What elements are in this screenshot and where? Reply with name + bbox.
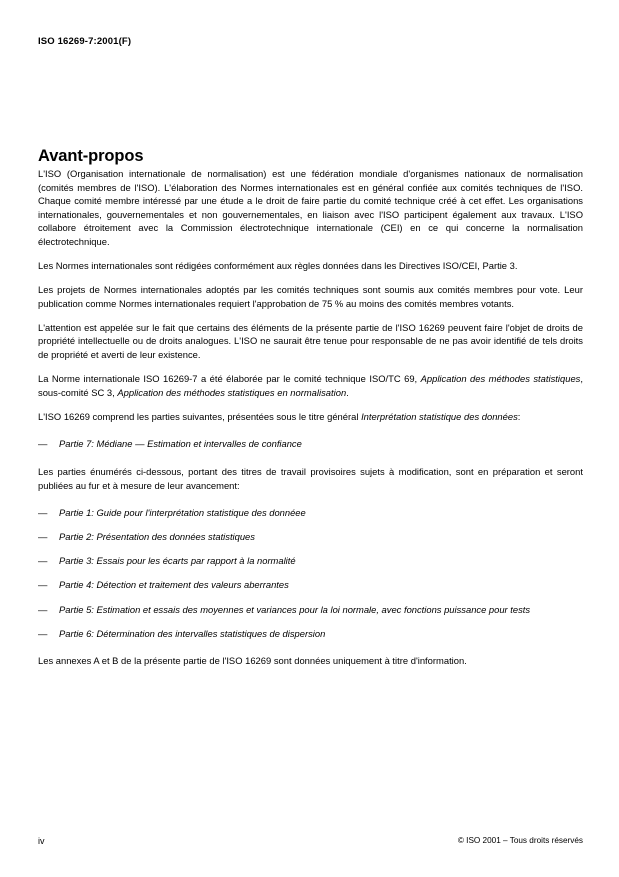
list-item-label: Partie 1: Guide pour l'interprétation statistique des donnéee: [59, 507, 306, 519]
list-item-label: Partie 6: Détermination des intervalles statistiques de dispersion: [59, 627, 326, 639]
paragraph-patent-rights: L'attention est appelée sur le fait que certains des éléments de la présente partie de l'ISO 16269 peuvent faire l'objet de droits de propriété intellectuelle ou de droits analogues. L'ISO ne saurait être tenue pour responsable de ne pas avoir identifié de tels droits de propriété et averti de leur existence.: [38, 321, 583, 361]
em-dash-bullet-icon: —: [38, 507, 48, 519]
paragraph-upcoming-intro: Les parties énumérés ci-dessous, portant des titres de travail provisoires sujets à modification, sont en préparation et seront publiées au fur et à mesure de leur avancement:: [38, 466, 583, 491]
list-item-part-1: [38, 506, 583, 520]
list-item-part-2: [38, 530, 583, 544]
committee-origin-text-2: , sous-comité SC 3,: [38, 373, 583, 398]
paragraph-series-intro: [38, 410, 583, 424]
paragraph-committee-origin: [38, 372, 583, 399]
em-dash-bullet-icon: —: [38, 531, 48, 543]
foreword-body: [38, 167, 583, 668]
series-intro-text-1: L'ISO 16269 comprend les parties suivantes, présentées sous le titre général: [38, 410, 362, 422]
list-item-label: Partie 5: Estimation et essais des moyennes et variances pour la loi normale, avec fonctions puissance pour tests: [59, 603, 531, 615]
section-title-avant-propos: Avant-propos: [38, 147, 144, 166]
em-dash-bullet-icon: —: [38, 603, 48, 615]
list-item-label: Partie 3: Essais pour les écarts par rapport à la normalité: [59, 555, 296, 567]
page-number: iv: [38, 836, 45, 846]
committee-origin-text-1: La Norme internationale ISO 16269-7 a été élaborée par le comité technique ISO/TC 69,: [38, 373, 421, 385]
list-item-label: Partie 4: Détection et traitement des valeurs aberrantes: [59, 579, 289, 591]
list-item-label: Partie 7: Médiane — Estimation et intervalles de confiance: [59, 438, 302, 450]
series-general-title-italic: Interprétation statistique des données: [361, 410, 518, 422]
list-item-published-part: [38, 437, 583, 451]
running-head: ISO 16269-7:2001(F): [38, 36, 132, 47]
committee-origin-text-3: .: [346, 386, 349, 398]
list-item-part-6: [38, 627, 583, 641]
paragraph-drafting-rules: Les Normes internationales sont rédigées conformément aux règles données dans les Directives ISO/CEI, Partie 3.: [38, 260, 518, 272]
list-item-label: Partie 2: Présentation des données statistiques: [59, 531, 255, 543]
em-dash-bullet-icon: —: [38, 555, 48, 567]
subcommittee-title-italic: Application des méthodes statistiques en normalisation: [117, 386, 347, 398]
list-item-part-3: [38, 554, 583, 568]
em-dash-bullet-icon: —: [38, 579, 48, 591]
em-dash-bullet-icon: —: [38, 627, 48, 639]
copyright-notice: © ISO 2001 – Tous droits réservés: [457, 836, 583, 845]
list-item-part-5: [38, 603, 583, 617]
paragraph-voting-approval: Les projets de Normes internationales adoptés par les comités techniques sont soumis aux comités membres pour vote. Leur publication comme Normes internationales requiert l'approbation de 75 % au moins des comités membres votants.: [38, 284, 583, 309]
committee-title-italic-1: Application des méthodes statistiques: [420, 373, 581, 385]
paragraph-annexes: Les annexes A et B de la présente partie de l'ISO 16269 sont données uniquement à titre d'information.: [38, 655, 467, 667]
em-dash-bullet-icon: —: [38, 438, 48, 450]
list-item-part-4: [38, 578, 583, 592]
paragraph-iso-description: L'ISO (Organisation internationale de normalisation) est une fédération mondiale d'organismes nationaux de normalisation (comités membres de l'ISO). L'élaboration des Normes internationales est en général confiée aux comités techniques de l'ISO. Chaque comité membre intéressé par une étude a le droit de faire partie du comité technique créé à cet effet. Les organisations internationales, gouvernementales et non gouvernementales, en liaison avec l'ISO participent également aux travaux. L'ISO collabore étroitement avec la Commission électrotechnique internationale (CEI) en ce qui concerne la normalisation électrotechnique.: [38, 168, 583, 247]
series-intro-text-2: :: [517, 410, 521, 422]
